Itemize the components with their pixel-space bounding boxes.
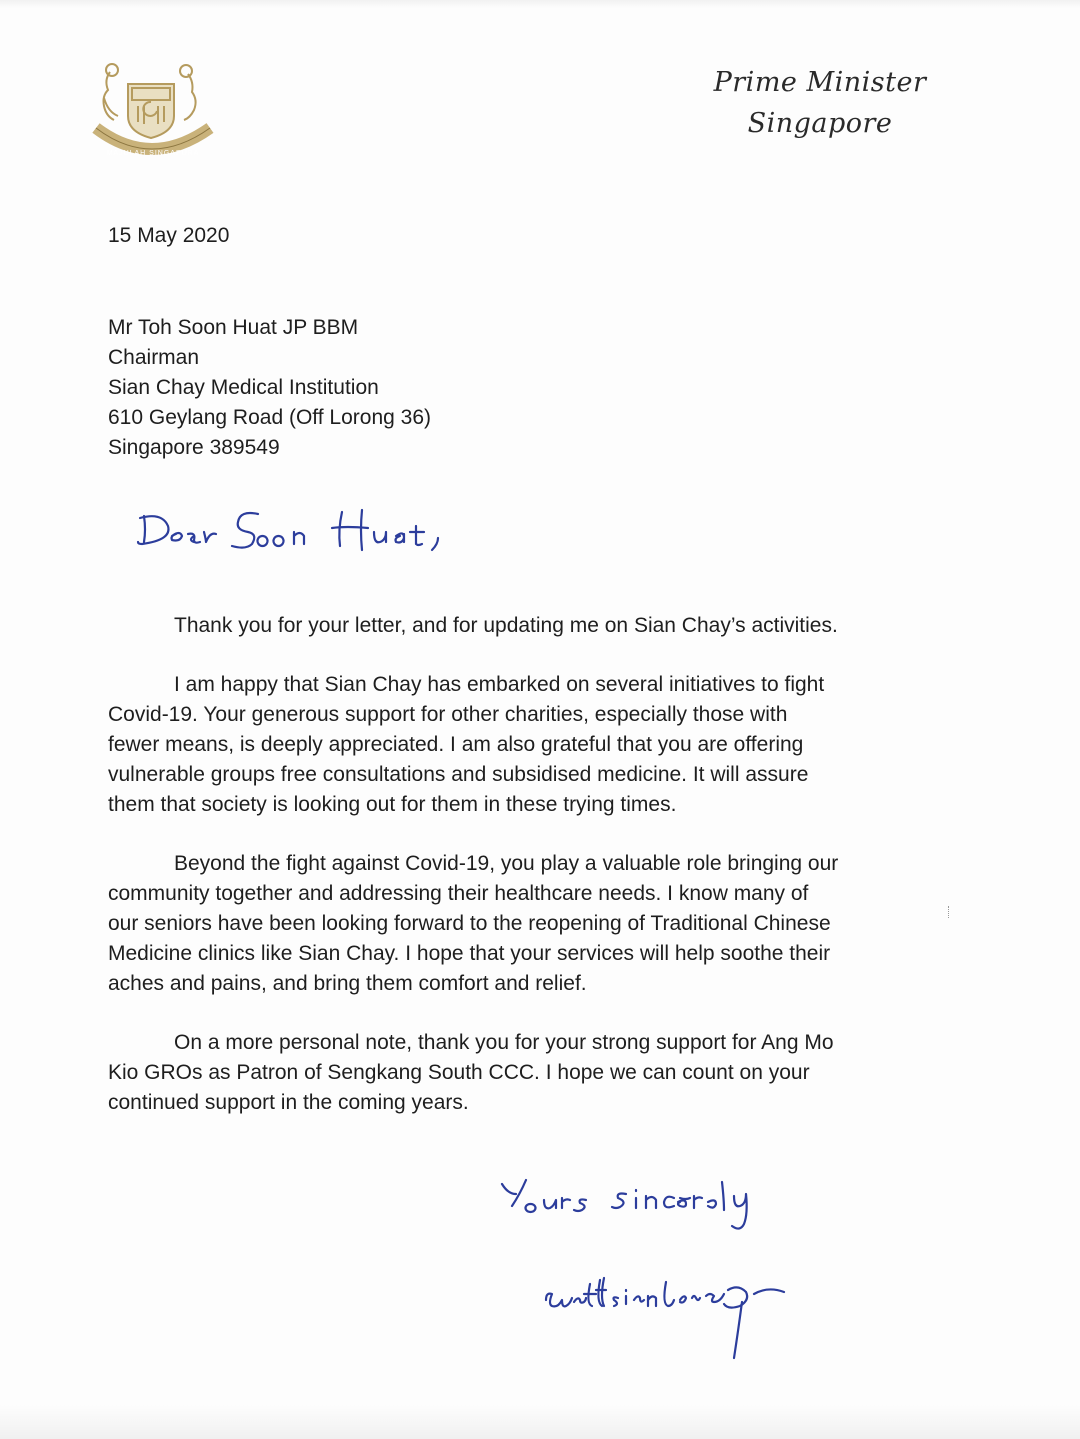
letterhead-office: Prime Minister xyxy=(713,67,927,98)
letterhead xyxy=(690,62,950,144)
page-bottom-edge xyxy=(0,1405,1080,1439)
page-top-edge xyxy=(0,0,1080,8)
letter-date: 15 May 2020 xyxy=(108,224,230,247)
address-line: Sian Chay Medical Institution xyxy=(108,376,379,399)
paragraph-line: aches and pains, and bring them comfort and relief. xyxy=(108,972,587,995)
paragraph-line: Beyond the fight against Covid-19, you play a valuable role bringing our xyxy=(174,852,839,875)
letter-body xyxy=(108,611,908,1147)
crest-motto-text: MAJULAH SINGAPURA xyxy=(106,150,200,157)
paragraph xyxy=(108,849,908,999)
paragraph-line: Thank you for your letter, and for updating me on Sian Chay’s activities. xyxy=(174,614,838,637)
scan-mark xyxy=(948,906,952,918)
address-line: 610 Geylang Road (Off Lorong 36) xyxy=(108,406,431,429)
paragraph-line: On a more personal note, thank you for your strong support for Ang Mo xyxy=(174,1031,834,1054)
address-line: Mr Toh Soon Huat JP BBM xyxy=(108,316,359,339)
handwritten-closing xyxy=(496,1172,786,1242)
paragraph xyxy=(108,670,908,820)
letterhead-country: Singapore xyxy=(747,108,893,139)
paragraph-line: continued support in the coming years. xyxy=(108,1091,469,1114)
paragraph xyxy=(108,1028,908,1118)
handwritten-salutation xyxy=(134,502,454,572)
paragraph-line: vulnerable groups free consultations and subsidised medicine. It will assure xyxy=(108,763,809,786)
paragraph-line: Kio GROs as Patron of Sengkang South CCC. I hope we can count on your xyxy=(108,1061,810,1084)
address-line: Chairman xyxy=(108,346,200,369)
recipient-address xyxy=(108,313,431,463)
address-line: Singapore 389549 xyxy=(108,436,280,459)
paragraph-line: Medicine clinics like Sian Chay. I hope that your services will help soothe their xyxy=(108,942,831,965)
paragraph-line: I am happy that Sian Chay has embarked on several initiatives to fight xyxy=(174,673,825,696)
paragraph xyxy=(108,611,908,641)
paragraph-line: our seniors have been looking forward to the reopening of Traditional Chinese xyxy=(108,912,831,935)
paragraph-line: Covid-19. Your generous support for other charities, especially those with xyxy=(108,703,788,726)
paragraph-line: them that society is looking out for them in these trying times. xyxy=(108,793,677,816)
state-crest-icon xyxy=(88,58,218,166)
paragraph-line: community together and addressing their healthcare needs. I know many of xyxy=(108,882,809,905)
signature xyxy=(540,1268,800,1368)
paragraph-line: fewer means, is deeply appreciated. I am also grateful that you are offering xyxy=(108,733,804,756)
